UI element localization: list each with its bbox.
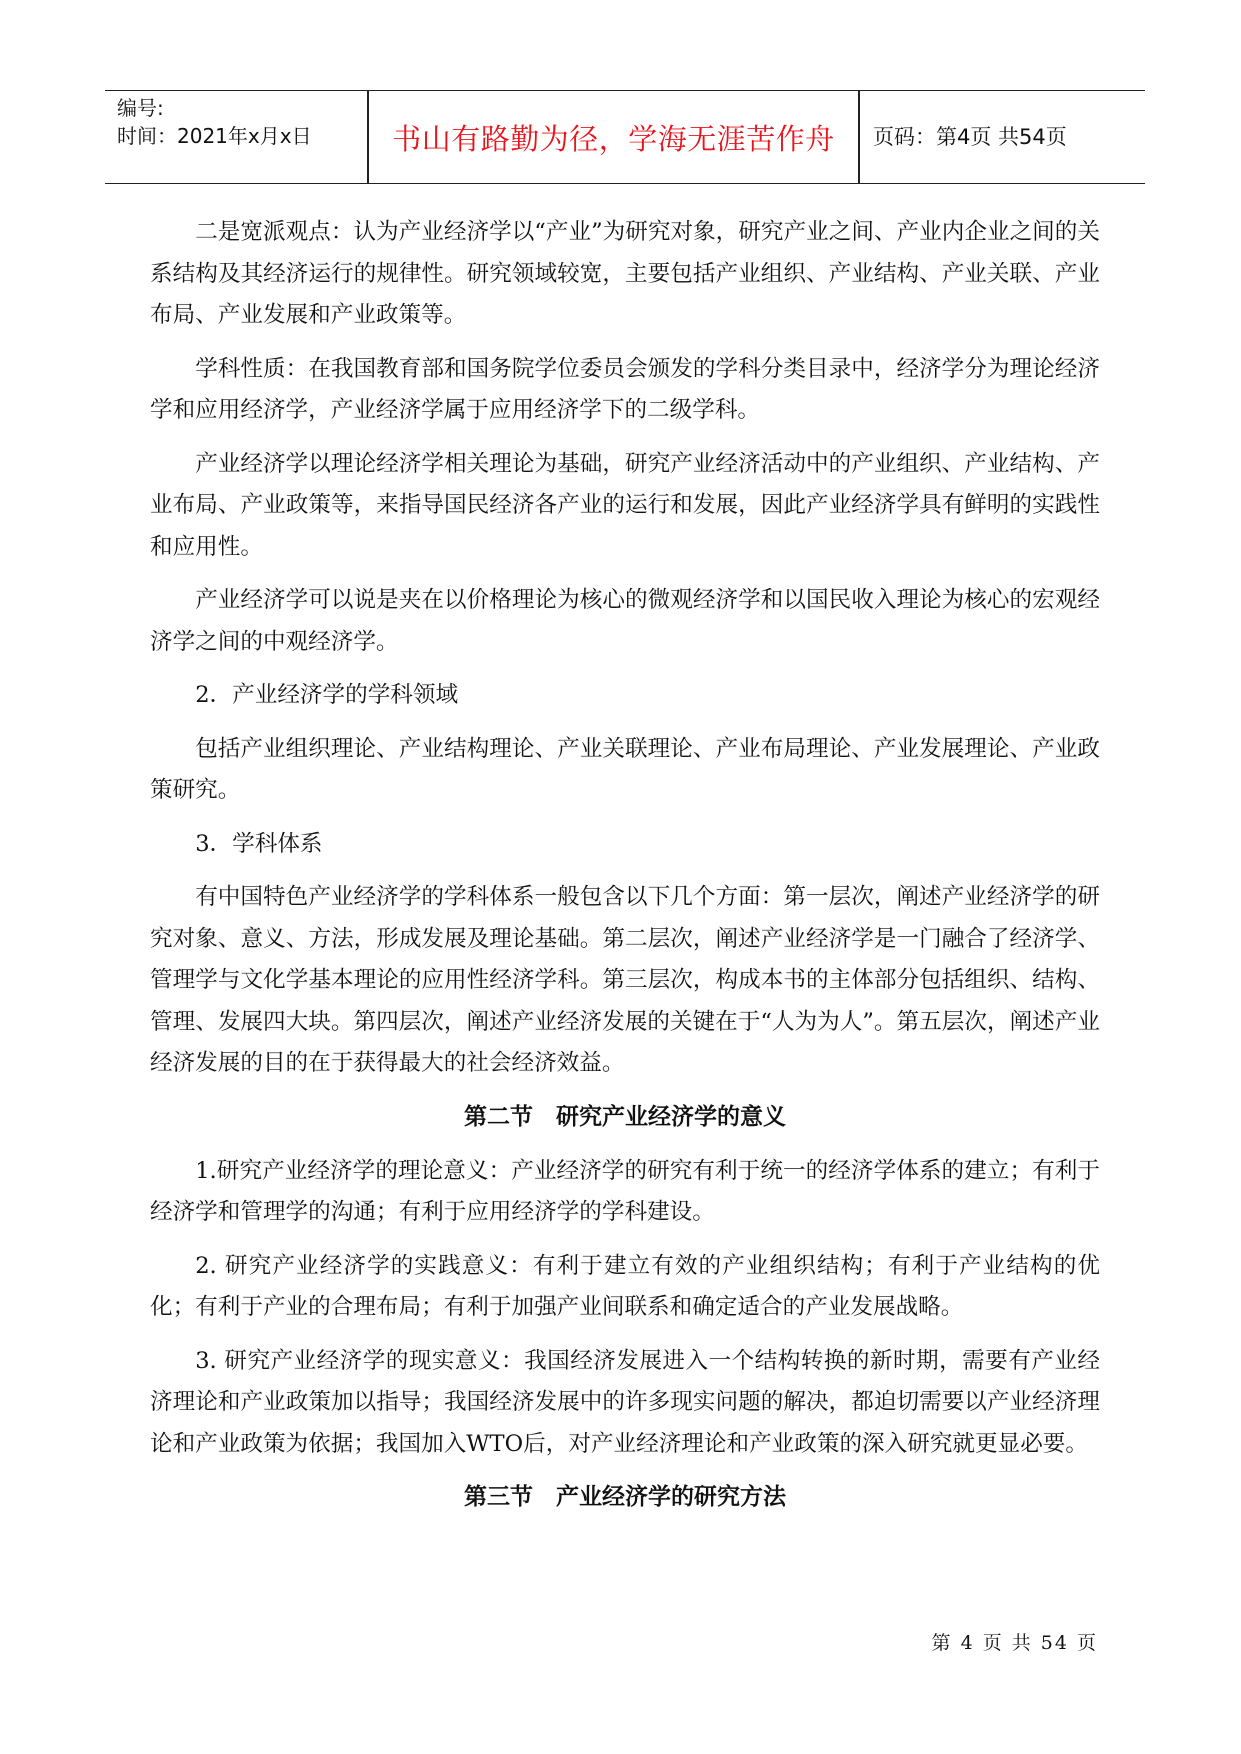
- section-heading: 第三节 产业经济学的研究方法: [464, 1484, 786, 1510]
- paragraph: 有中国特色产业经济学的学科体系一般包含以下几个方面：第一层次，阐述产业经济学的研究对象、意义、方法，形成发展及理论基础。第二层次，阐述产业经济学是一门融合了经济学、管理学与文化学基本理论的应用性经济学科。第三层次，构成本书的主体部分包括组织、结构、管理、发展四大块。第四层次，阐述产业经济发展的关键在于“人为为人”。第五层次，阐述产业经济发展的目的在于获得最大的社会经济效益。: [150, 884, 1100, 1076]
- document-body: [150, 212, 1100, 1531]
- paragraph: 产业经济学以理论经济学相关理论为基础，研究产业经济活动中的产业组织、产业结构、产业布局、产业政策等，来指导国民经济各产业的运行和发展，因此产业经济学具有鲜明的实践性和应用性。: [150, 450, 1100, 560]
- header-motto: 书山有路勤为径，学海无涯苦作舟: [392, 122, 835, 156]
- paragraph: 产业经济学可以说是夹在以价格理论为核心的微观经济学和以国民收入理论为核心的宏观经济学之间的中观经济学。: [150, 587, 1100, 655]
- list-heading: 3．学科体系: [195, 830, 323, 857]
- paragraph: 二是宽派观点：认为产业经济学以“产业”为研究对象，研究产业之间、产业内企业之间的关系结构及其经济运行的规律性。研究领域较宽，主要包括产业组织、产业结构、产业关联、产业布局、产业发展和产业政策等。: [150, 219, 1100, 328]
- page-header: [105, 90, 1145, 184]
- paragraph: 包括产业组织理论、产业结构理论、产业关联理论、产业布局理论、产业发展理论、产业政策研究。: [150, 735, 1100, 803]
- paragraph: 2. 研究产业经济学的实践意义：有利于建立有效的产业组织结构；有利于产业结构的优化；有利于产业的合理布局；有利于加强产业间联系和确定适合的产业发展战略。: [150, 1252, 1100, 1320]
- header-divider: [858, 91, 860, 183]
- document-number-label: 编号:: [117, 96, 164, 120]
- document-time: 时间：2021年x月x日: [117, 124, 312, 148]
- paragraph: 1.研究产业经济学的理论意义：产业经济学的研究有利于统一的经济学体系的建立；有利于经济学和管理学的沟通；有利于应用经济学的学科建设。: [150, 1157, 1100, 1225]
- header-page-info: 页码：第4页 共54页: [873, 125, 1067, 149]
- page-footer: 第 4 页 共 54 页: [931, 1632, 1098, 1654]
- paragraph: 学科性质：在我国教育部和国务院学位委员会颁发的学科分类目录中，经济学分为理论经济学和应用经济学，产业经济学属于应用经济学下的二级学科。: [150, 355, 1100, 423]
- paragraph: 3. 研究产业经济学的现实意义：我国经济发展进入一个结构转换的新时期，需要有产业经济理论和产业政策加以指导；我国经济发展中的许多现实问题的解决，都迫切需要以产业经济理论和产业政策为依据；我国加入WTO后，对产业经济理论和产业政策的深入研究就更显必要。: [150, 1347, 1100, 1457]
- section-heading: 第二节 研究产业经济学的意义: [464, 1103, 786, 1130]
- list-heading: 2．产业经济学的学科领域: [195, 682, 459, 708]
